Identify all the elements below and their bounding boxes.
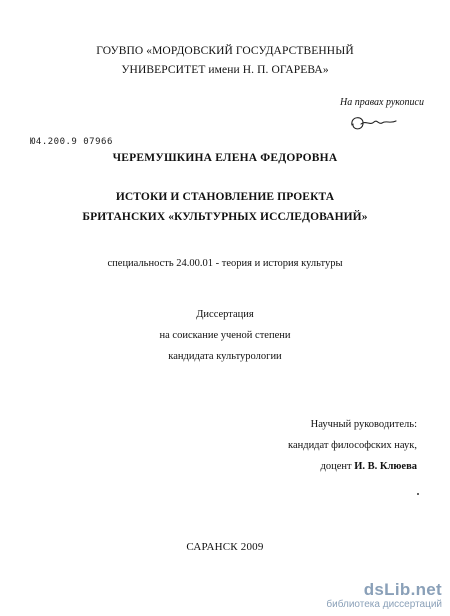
supervisor-name: И. В. Клюева xyxy=(354,461,417,472)
supervisor-line xyxy=(288,456,417,477)
organization-line-1: ГОУВПО «МОРДОВСКИЙ ГОСУДАРСТВЕННЫЙ xyxy=(96,45,354,57)
title-line-1: ИСТОКИ И СТАНОВЛЕНИЕ ПРОЕКТА xyxy=(115,191,335,203)
signature-icon xyxy=(348,112,400,134)
organization-line-2: УНИВЕРСИТЕТ имени Н. П. ОГАРЕВА» xyxy=(121,64,329,76)
supervisor-label: Научный руководитель: xyxy=(310,419,417,430)
watermark-subtitle: библиотека диссертаций xyxy=(326,599,442,610)
dissertation-info xyxy=(0,304,450,367)
specialty: специальность 24.00.01 - теория и история культуры xyxy=(107,258,343,269)
dissertation-title xyxy=(0,187,450,227)
manuscript-rights: На правах рукописи xyxy=(340,97,424,108)
author-name: ЧЕРЕМУШКИНА ЕЛЕНА ФЕДОРОВНА xyxy=(112,152,338,164)
dissertation-line-1: Диссертация xyxy=(196,309,254,320)
watermark-logo: dsLib.net xyxy=(363,580,442,599)
organization-header xyxy=(0,42,450,80)
supervisor-degree: кандидат философских наук, xyxy=(288,440,417,451)
title-line-2: БРИТАНСКИХ «КУЛЬТУРНЫХ ИССЛЕДОВАНИЙ» xyxy=(82,211,368,223)
dissertation-line-2: на соискание ученой степени xyxy=(159,330,291,341)
supervisor-block xyxy=(288,414,417,477)
stray-dot xyxy=(417,493,419,495)
dissertation-line-3: кандидата культурологии xyxy=(168,351,282,362)
watermark xyxy=(326,581,442,611)
city-year: САРАНСК 2009 xyxy=(186,541,264,553)
archive-number: Ю4.200.9 07966 xyxy=(30,137,113,147)
supervisor-position: доцент xyxy=(320,461,352,472)
